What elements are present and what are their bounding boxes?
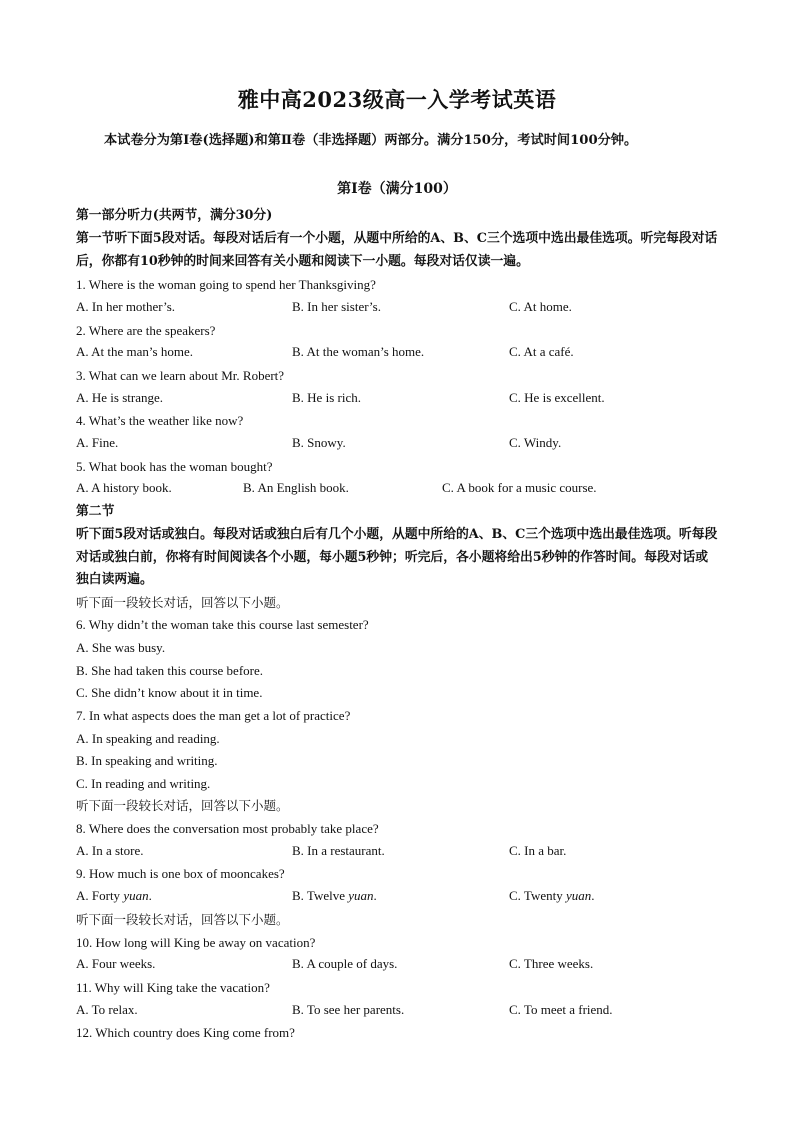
q9-option-a [76, 888, 152, 904]
exam-title: 雅中高2023级高一入学考试英语 [237, 87, 557, 112]
q6-option-c: C. She didn’t know about it in time. [76, 685, 263, 700]
question-9: 9. How much is one box of mooncakes? [76, 866, 285, 881]
q1-option-b: B. In her sister’s. [292, 299, 381, 314]
q6-option-a: A. She was busy. [76, 640, 166, 655]
q6-option-b: B. She had taken this course before. [76, 663, 264, 678]
q11-option-a: A. To relax. [76, 1002, 138, 1017]
q10-option-c: C. Three weeks. [509, 956, 594, 971]
q8-option-a: A. In a store. [76, 843, 144, 858]
q10-option-a: A. Four weeks. [76, 956, 156, 971]
section2-instructions: 听下面5段对话或独白。每段对话或独白后有几个小题，从题中所给的A、B、C三个选项中选出最佳选项。听每段对话或独白前，你将有时间阅读各个小题，每小题5秒钟；听完后，各小题将给出5秒钟的作答时间。每段对话或独白读两遍。 [76, 527, 718, 587]
question-4: 4. What’s the weather like now? [76, 413, 244, 428]
question-11: 11. Why will King take the vacation? [76, 980, 270, 995]
q2-option-b: B. At the woman’s home. [292, 344, 425, 359]
q10-option-b: B. A couple of days. [292, 956, 398, 971]
q2-option-c: C. At a café. [509, 344, 574, 359]
q9-option-b-text: B. Twelve [292, 888, 349, 903]
q7-option-c: C. In reading and writing. [76, 776, 211, 791]
question-3: 3. What can we learn about Mr. Robert? [76, 368, 285, 383]
dialog-prompt-1: 听下面一段较长对话，回答以下小题。 [76, 595, 289, 610]
q9-option-c-unit: yuan [566, 888, 592, 903]
question-2: 2. Where are the speakers? [76, 323, 216, 338]
q7-option-b: B. In speaking and writing. [76, 753, 218, 768]
exam-intro: 本试卷分为第Ⅰ卷(选择题)和第Ⅱ卷（非选择题）两部分。满分150分，考试时间100分钟。 [104, 133, 638, 148]
q9-option-a-unit: yuan [123, 888, 149, 903]
question-6: 6. Why didn’t the woman take this course last semester? [76, 617, 369, 632]
q8-option-c: C. In a bar. [509, 843, 567, 858]
question-8: 8. Where does the conversation most probably take place? [76, 821, 379, 836]
q9-option-b-unit: yuan [348, 888, 374, 903]
q1-option-a: A. In her mother’s. [76, 299, 176, 314]
section2-heading: 第二节 [76, 504, 115, 519]
q11-option-b: B. To see her parents. [292, 1002, 405, 1017]
q8-option-b: B. In a restaurant. [292, 843, 385, 858]
q9-option-b [292, 888, 377, 904]
q1-option-c: C. At home. [509, 299, 572, 314]
q3-option-a: A. He is strange. [76, 390, 164, 405]
dialog-prompt-2: 听下面一段较长对话，回答以下小题。 [76, 798, 289, 813]
section-listening-heading: 第一部分听力(共两节，满分30分) [76, 208, 273, 223]
question-1: 1. Where is the woman going to spend her Thanksgiving? [76, 277, 376, 292]
q4-option-b: B. Snowy. [292, 435, 346, 450]
q7-option-a: A. In speaking and reading. [76, 731, 220, 746]
q9-option-b-dot: . [373, 888, 377, 903]
question-10: 10. How long will King be away on vacation? [76, 935, 316, 950]
q5-option-c: C. A book for a music course. [442, 480, 597, 495]
q5-option-b: B. An English book. [243, 480, 349, 495]
question-7: 7. In what aspects does the man get a lot of practice? [76, 708, 351, 723]
q5-option-a: A. A history book. [76, 480, 172, 495]
q11-option-c: C. To meet a friend. [509, 1002, 613, 1017]
q4-option-c: C. Windy. [509, 435, 562, 450]
question-12: 12. Which country does King come from? [76, 1025, 295, 1040]
part1-title: 第Ⅰ卷（满分100） [337, 181, 457, 197]
q4-option-a: A. Fine. [76, 435, 119, 450]
q9-option-c-text: C. Twenty [509, 888, 566, 903]
q3-option-b: B. He is rich. [292, 390, 361, 405]
question-5: 5. What book has the woman bought? [76, 459, 273, 474]
q2-option-a: A. At the man’s home. [76, 344, 193, 359]
dialog-prompt-3: 听下面一段较长对话，回答以下小题。 [76, 912, 289, 927]
q9-option-a-text: A. Forty [76, 888, 124, 903]
q3-option-c: C. He is excellent. [509, 390, 605, 405]
q9-option-a-dot: . [148, 888, 152, 903]
q9-option-c-dot: . [591, 888, 595, 903]
section1-instructions: 第一节听下面5段对话。每段对话后有一个小题，从题中所给的A、B、C三个选项中选出最佳选项。听完每段对话后，你都有10秒钟的时间来回答有关小题和阅读下一小题。每段对话仅读一遍。 [76, 231, 718, 269]
q9-option-c [509, 888, 595, 904]
